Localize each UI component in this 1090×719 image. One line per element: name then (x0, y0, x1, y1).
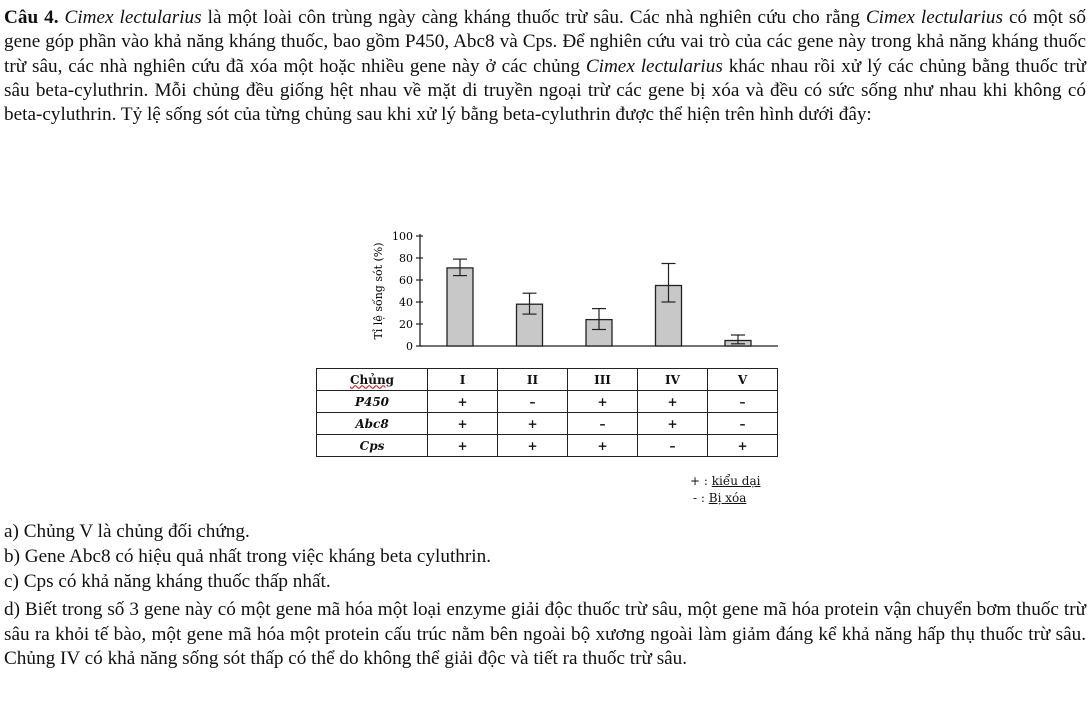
intro-text-2: có một số gene góp phần vào khả năng kháng thuốc, bao gồm P450, Abc8 và Cps. Để nghiên cứu vai trò của các gene này trong khả năng kháng thuốc trừ sâu, các nhà nghiên cứu đã xóa một hoặc nhiều gene này ở các chủng (4, 7, 1086, 77)
table-cell: + (638, 391, 708, 413)
bar-I (447, 268, 473, 346)
table-header-row (317, 369, 778, 391)
legend-plus-symbol: + : (690, 474, 708, 488)
y-axis-label: Tỉ lệ sống sót (%) (372, 242, 385, 340)
option-b: b) Gene Abc8 có hiệu quả nhất trong việc kháng beta cyluthrin. (4, 546, 491, 567)
gene-name-cell: Cps (317, 435, 428, 457)
y-tick-label: 100 (392, 230, 413, 243)
gene-name-cell: P450 (317, 391, 428, 413)
table-cell: + (568, 435, 638, 457)
table-header-cell: I (428, 369, 498, 391)
table-cell: + (708, 435, 778, 457)
table-header-cell: V (708, 369, 778, 391)
table-header-cell: II (498, 369, 568, 391)
species-name-2: Cimex lectularius (865, 7, 1003, 28)
table-cell: + (428, 435, 498, 457)
table-cell: + (568, 391, 638, 413)
species-name-3: Cimex lectularius (585, 55, 723, 77)
table-row (317, 413, 778, 435)
legend-wild-type (690, 474, 760, 488)
option-a: a) Chủng V là chủng đối chứng. (4, 521, 250, 542)
table-row (317, 435, 778, 457)
table-cell: – (708, 391, 778, 413)
table-header-cell: Chủng (317, 369, 428, 391)
table-cell: + (498, 435, 568, 457)
table-row (317, 391, 778, 413)
legend-deleted (693, 491, 746, 505)
legend-minus-text: Bị xóa (708, 491, 747, 505)
table-header-cell: III (568, 369, 638, 391)
table-cell: + (638, 413, 708, 435)
table-cell: – (638, 435, 708, 457)
y-tick-label: 60 (399, 274, 413, 287)
table-cell: + (498, 413, 568, 435)
table-cell: – (708, 413, 778, 435)
y-tick-label: 40 (399, 296, 413, 309)
y-tick-label: 80 (399, 252, 413, 265)
gene-name-cell: Abc8 (317, 413, 428, 435)
table-cell: – (498, 391, 568, 413)
y-tick-label: 0 (406, 340, 413, 353)
table-cell: – (568, 413, 638, 435)
question-label: Câu 4. (4, 7, 59, 28)
table-header-cell: IV (638, 369, 708, 391)
intro-text-3: khác nhau rồi xử lý các chủng bằng thuốc trừ sâu beta-cyluthrin. Mỗi chủng đều giống hệt nhau về mặt di truyền ngoại trừ các gene bị xóa và đều có sức sống như nhau khi không có beta-cyluthrin. Tỷ lệ sống sót của từng chủng sau khi xử lý bằng beta-cyluthrin được thể hiện trên hình dưới đây: (4, 55, 1086, 126)
y-tick-label: 20 (399, 318, 413, 331)
species-name: Cimex lectularius (64, 7, 202, 28)
table-cell: + (428, 391, 498, 413)
strain-genotype-table (316, 368, 778, 457)
intro-text-1: là một loài côn trùng ngày càng kháng thuốc trừ sâu. Các nhà nghiên cứu cho rằng (201, 7, 866, 28)
option-d: d) Biết trong số 3 gene này có một gene mã hóa một loại enzyme giải độc thuốc trừ sâu, một gene mã hóa protein vận chuyển bơm thuốc trừ sâu ra khỏi tế bào, một gene mã hóa một protein cấu trúc nằm bên ngoài bộ xương ngoài làm giảm đáng kể khả năng hấp thụ thuốc trừ sâu. Chủng IV có khả năng sống sót thấp có thể do không thể giải độc và tiết ra thuốc trừ sâu. (4, 599, 1086, 669)
survival-bar-chart (360, 226, 780, 356)
legend-minus-symbol: - : (693, 491, 705, 505)
option-c: c) Cps có khả năng kháng thuốc thấp nhất. (4, 571, 331, 592)
table-cell: + (428, 413, 498, 435)
legend-plus-text: kiểu dại (711, 474, 761, 488)
question-stem (4, 6, 1086, 127)
